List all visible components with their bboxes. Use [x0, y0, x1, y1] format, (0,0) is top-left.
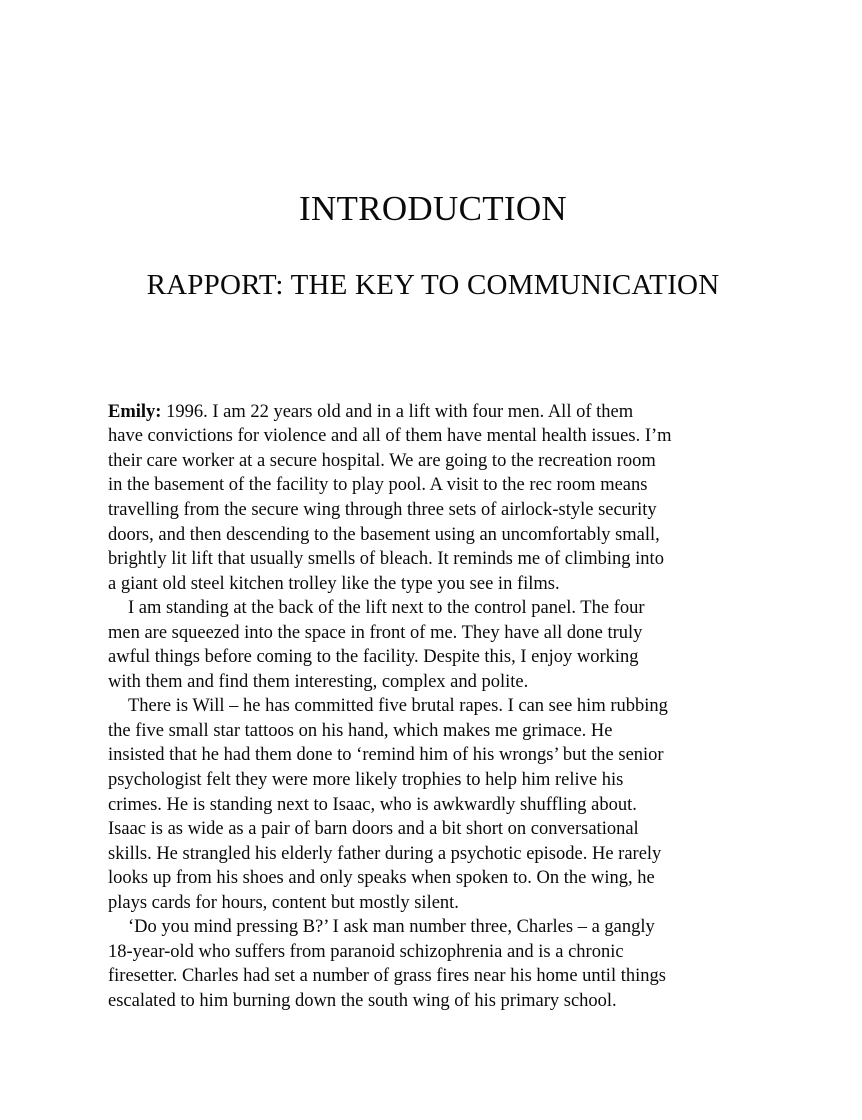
- text-line: looks up from his shoes and only speaks when spoken to. On the wing, he: [108, 868, 655, 889]
- paragraph: [108, 694, 758, 915]
- text-line: with them and find them interesting, complex and polite.: [108, 671, 529, 692]
- text-line: have convictions for violence and all of them have mental health issues. I’m: [108, 426, 672, 447]
- text-line: insisted that he had them done to ‘remind him of his wrongs’ but the senior: [108, 745, 664, 766]
- text-line: a giant old steel kitchen trolley like the type you see in films.: [108, 573, 560, 594]
- chapter-subtitle: RAPPORT: THE KEY TO COMMUNICATION: [146, 269, 720, 301]
- text-line: Emily: 1996. I am 22 years old and in a lift with four men. All of them: [108, 401, 634, 422]
- text-line: men are squeezed into the space in front of me. They have all done truly: [108, 622, 643, 643]
- text-line: the five small star tattoos on his hand, which makes me grimace. He: [108, 720, 613, 741]
- body-text: [108, 400, 758, 1014]
- paragraph: [108, 596, 758, 694]
- text-line: skills. He strangled his elderly father during a psychotic episode. He rarely: [108, 843, 662, 864]
- text-line: crimes. He is standing next to Isaac, who is awkwardly shuffling about.: [108, 794, 637, 815]
- text-line: their care worker at a secure hospital. We are going to the recreation room: [108, 450, 656, 471]
- speaker-name: Emily:: [108, 401, 162, 422]
- text-line: plays cards for hours, content but mostly silent.: [108, 892, 459, 913]
- text-line: 18-year-old who suffers from paranoid schizophrenia and is a chronic: [108, 941, 624, 962]
- paragraph: [108, 915, 758, 1013]
- text-line: ‘Do you mind pressing B?’ I ask man number three, Charles – a gangly: [128, 917, 655, 938]
- text-line: I am standing at the back of the lift next to the control panel. The four: [128, 598, 645, 619]
- text-line: brightly lit lift that usually smells of bleach. It reminds me of climbing into: [108, 549, 664, 570]
- text-line: Isaac is as wide as a pair of barn doors and a bit short on conversational: [108, 819, 639, 840]
- text-line: firesetter. Charles had set a number of grass fires near his home until things: [108, 966, 666, 987]
- text-line: escalated to him burning down the south wing of his primary school.: [108, 990, 617, 1011]
- text-line: There is Will – he has committed five brutal rapes. I can see him rubbing: [128, 696, 668, 717]
- text-line: psychologist felt they were more likely trophies to help him relive his: [108, 770, 624, 790]
- text-line: in the basement of the facility to play pool. A visit to the rec room means: [108, 475, 648, 496]
- chapter-title: INTRODUCTION: [298, 189, 567, 228]
- text-line: doors, and then descending to the basement using an uncomfortably small,: [108, 524, 660, 545]
- text-line: awful things before coming to the facility. Despite this, I enjoy working: [108, 647, 639, 668]
- paragraph: [108, 400, 758, 596]
- text-line: travelling from the secure wing through three sets of airlock-style security: [108, 499, 657, 520]
